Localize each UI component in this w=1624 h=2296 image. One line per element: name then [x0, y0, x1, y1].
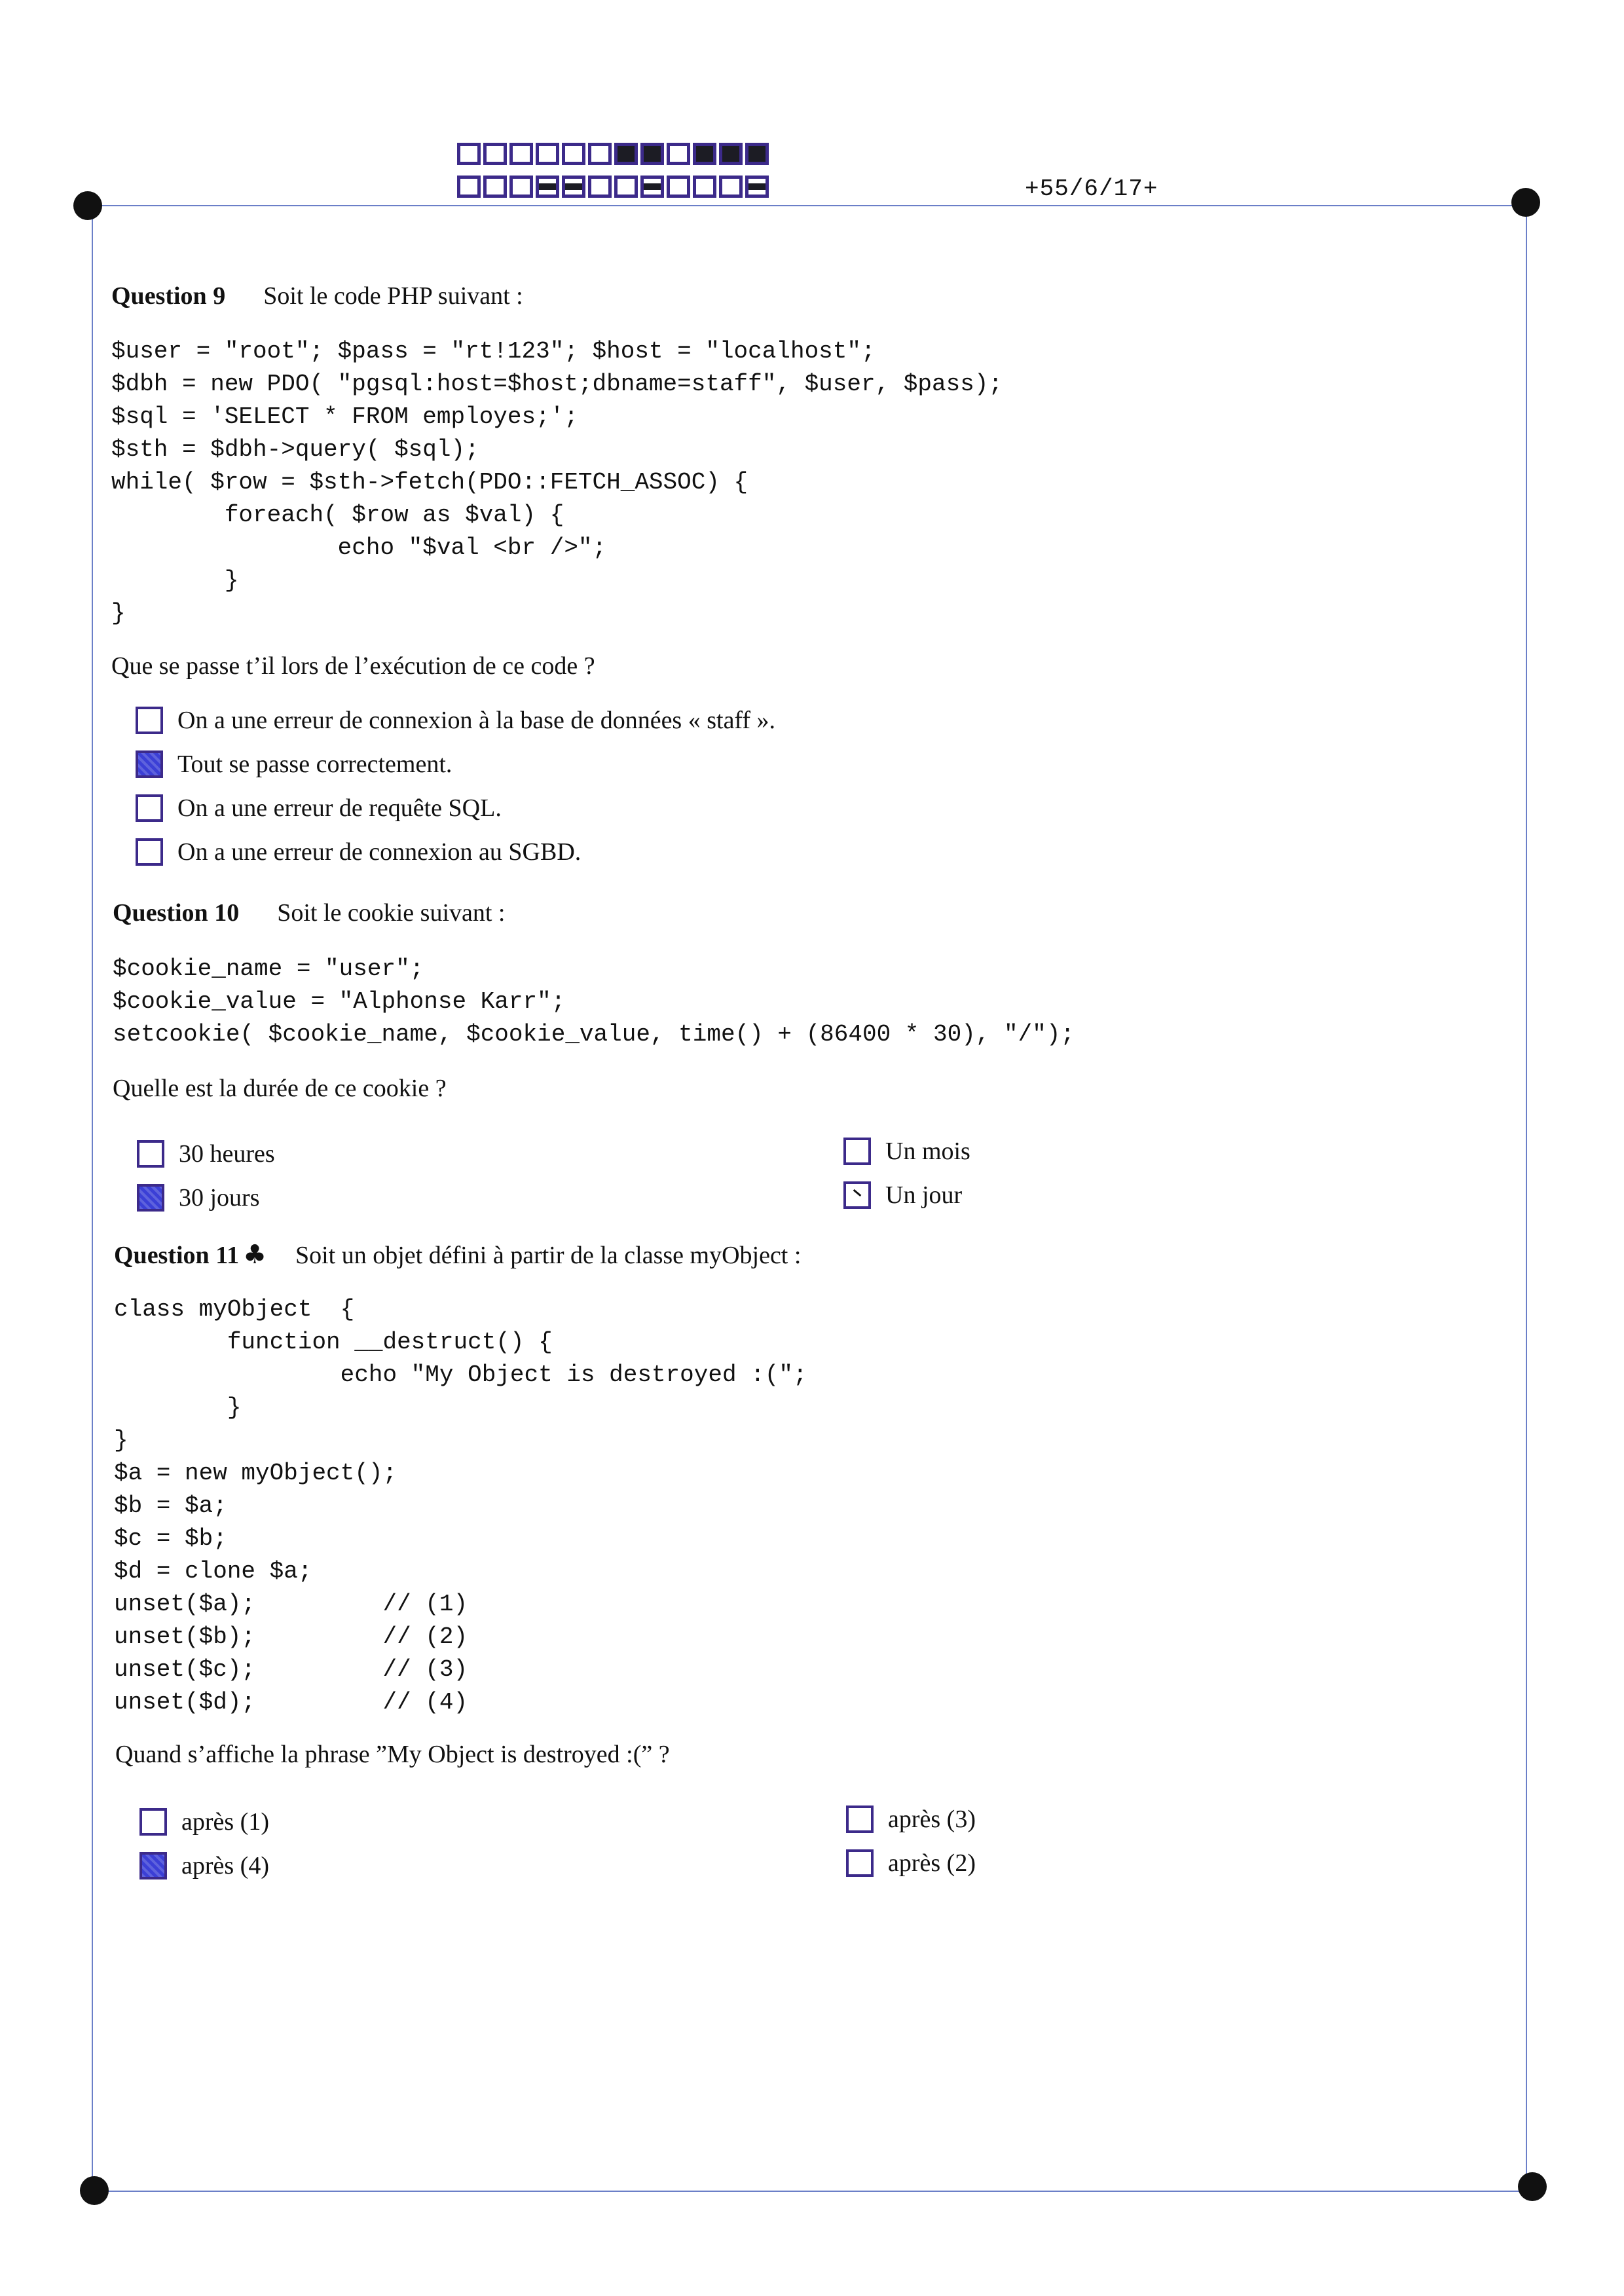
question-11-code: class myObject { function __destruct() { echo "My Object is destroyed :("; } } $a = new myObject(); $b = $a; $c = $b; $d = clone $a; unset($a); // (1) unset($b); // (2) unset($c); // (3) unset($d); // (4) [114, 1296, 807, 1716]
barcode-cell [509, 143, 533, 165]
q11-option-4[interactable] [846, 1849, 976, 1878]
corner-mark-top-right [1511, 188, 1540, 217]
frame-bottom [95, 2191, 1530, 2192]
checkbox-marked[interactable] [843, 1181, 871, 1209]
barcode-cell [745, 143, 769, 165]
option-label: après (1) [181, 1808, 269, 1836]
barcode-cell [588, 143, 612, 165]
checkbox-checked[interactable] [139, 1852, 167, 1879]
question-11-heading [114, 1240, 801, 1270]
barcode-cell [536, 143, 559, 165]
barcode-cell [536, 176, 559, 198]
q11-option-3[interactable] [846, 1805, 976, 1834]
checkbox[interactable] [136, 707, 163, 734]
q11-option-2[interactable] [139, 1851, 269, 1880]
checkbox-checked[interactable] [136, 750, 163, 778]
option-label: 30 heures [179, 1140, 275, 1168]
checkbox[interactable] [846, 1849, 874, 1877]
q9-option-3[interactable] [136, 794, 502, 823]
option-label: On a une erreur de connexion à la base de données « staff ». [177, 707, 776, 734]
question-intro: Soit un objet défini à partir de la classe myObject : [295, 1242, 802, 1269]
question-9-prompt: Que se passe t’il lors de l’exécution de ce code ? [111, 652, 595, 680]
club-icon: ♣ [243, 1240, 267, 1270]
option-label: après (2) [888, 1849, 976, 1877]
frame-top [88, 205, 1524, 206]
option-label: Tout se passe correctement. [177, 750, 452, 778]
barcode-cell [588, 176, 612, 198]
corner-mark-top-left [73, 191, 102, 220]
option-label: après (4) [181, 1852, 269, 1879]
question-10-prompt: Quelle est la durée de ce cookie ? [113, 1075, 447, 1102]
option-label: Un jour [885, 1181, 963, 1209]
checkbox[interactable] [846, 1805, 874, 1833]
barcode-cell [640, 143, 664, 165]
corner-mark-bottom-left [80, 2176, 109, 2205]
barcode-cell [562, 176, 585, 198]
frame-left [92, 205, 93, 2191]
barcode-cell [562, 143, 585, 165]
checkbox[interactable] [136, 794, 163, 822]
checkbox[interactable] [843, 1138, 871, 1165]
checkbox[interactable] [137, 1140, 164, 1168]
question-number: Question 11 [114, 1242, 240, 1269]
question-intro: Soit le code PHP suivant : [263, 282, 523, 310]
q9-option-2[interactable] [136, 750, 452, 779]
q10-option-4[interactable] [843, 1181, 962, 1210]
barcode-cell [640, 176, 664, 198]
question-10-heading [113, 898, 506, 927]
option-label: On a une erreur de requête SQL. [177, 794, 502, 822]
barcode-cell [719, 143, 743, 165]
question-9-heading [111, 282, 523, 310]
q11-option-1[interactable] [139, 1807, 269, 1836]
barcode-cell [719, 176, 743, 198]
barcode-cell [614, 143, 638, 165]
barcode-cell [483, 143, 507, 165]
question-intro: Soit le cookie suivant : [277, 899, 506, 927]
barcode-row-1 [457, 143, 769, 165]
q9-option-4[interactable] [136, 838, 581, 866]
barcode-cell [457, 176, 481, 198]
question-10-code: $cookie_name = "user"; $cookie_value = "Alphonse Karr"; setcookie( $cookie_name, $cookie_value, time() + (86400 * 30), "/"); [113, 955, 1075, 1048]
corner-mark-bottom-right [1518, 2172, 1547, 2201]
barcode-cell [745, 176, 769, 198]
barcode-cell [667, 143, 690, 165]
option-label: Un mois [885, 1138, 970, 1165]
barcode-cell [457, 143, 481, 165]
frame-right [1526, 205, 1527, 2191]
question-number: Question 9 [111, 282, 226, 310]
option-label: On a une erreur de connexion au SGBD. [177, 838, 581, 866]
q10-option-3[interactable] [843, 1137, 970, 1166]
barcode-cell [509, 176, 533, 198]
barcode-cell [693, 176, 716, 198]
checkbox-checked[interactable] [137, 1184, 164, 1212]
barcode-row-2 [457, 176, 769, 198]
checkbox[interactable] [139, 1808, 167, 1836]
q10-option-1[interactable] [137, 1139, 275, 1168]
question-number: Question 10 [113, 899, 240, 927]
barcode-cell [693, 143, 716, 165]
barcode-cell [667, 176, 690, 198]
barcode-cell [483, 176, 507, 198]
q9-option-1[interactable] [136, 706, 775, 735]
option-label: après (3) [888, 1805, 976, 1833]
checkbox[interactable] [136, 838, 163, 866]
option-label: 30 jours [179, 1184, 260, 1212]
q10-option-2[interactable] [137, 1183, 260, 1212]
barcode-cell [614, 176, 638, 198]
page-id: +55/6/17+ [1025, 176, 1158, 202]
question-9-code: $user = "root"; $pass = "rt!123"; $host = "localhost"; $dbh = new PDO( "pgsql:host=$host;dbname=staff", $user, $pass); $sql = 'SELECT * FROM employes;'; $sth = $dbh->query( $sql); while( $row = $sth->fetch(PDO::FETCH_ASSOC) { foreach( $row as $val) { echo "$val <br />"; } } [111, 338, 1003, 627]
question-11-prompt: Quand s’affiche la phrase ”My Object is destroyed :(” ? [115, 1741, 670, 1768]
